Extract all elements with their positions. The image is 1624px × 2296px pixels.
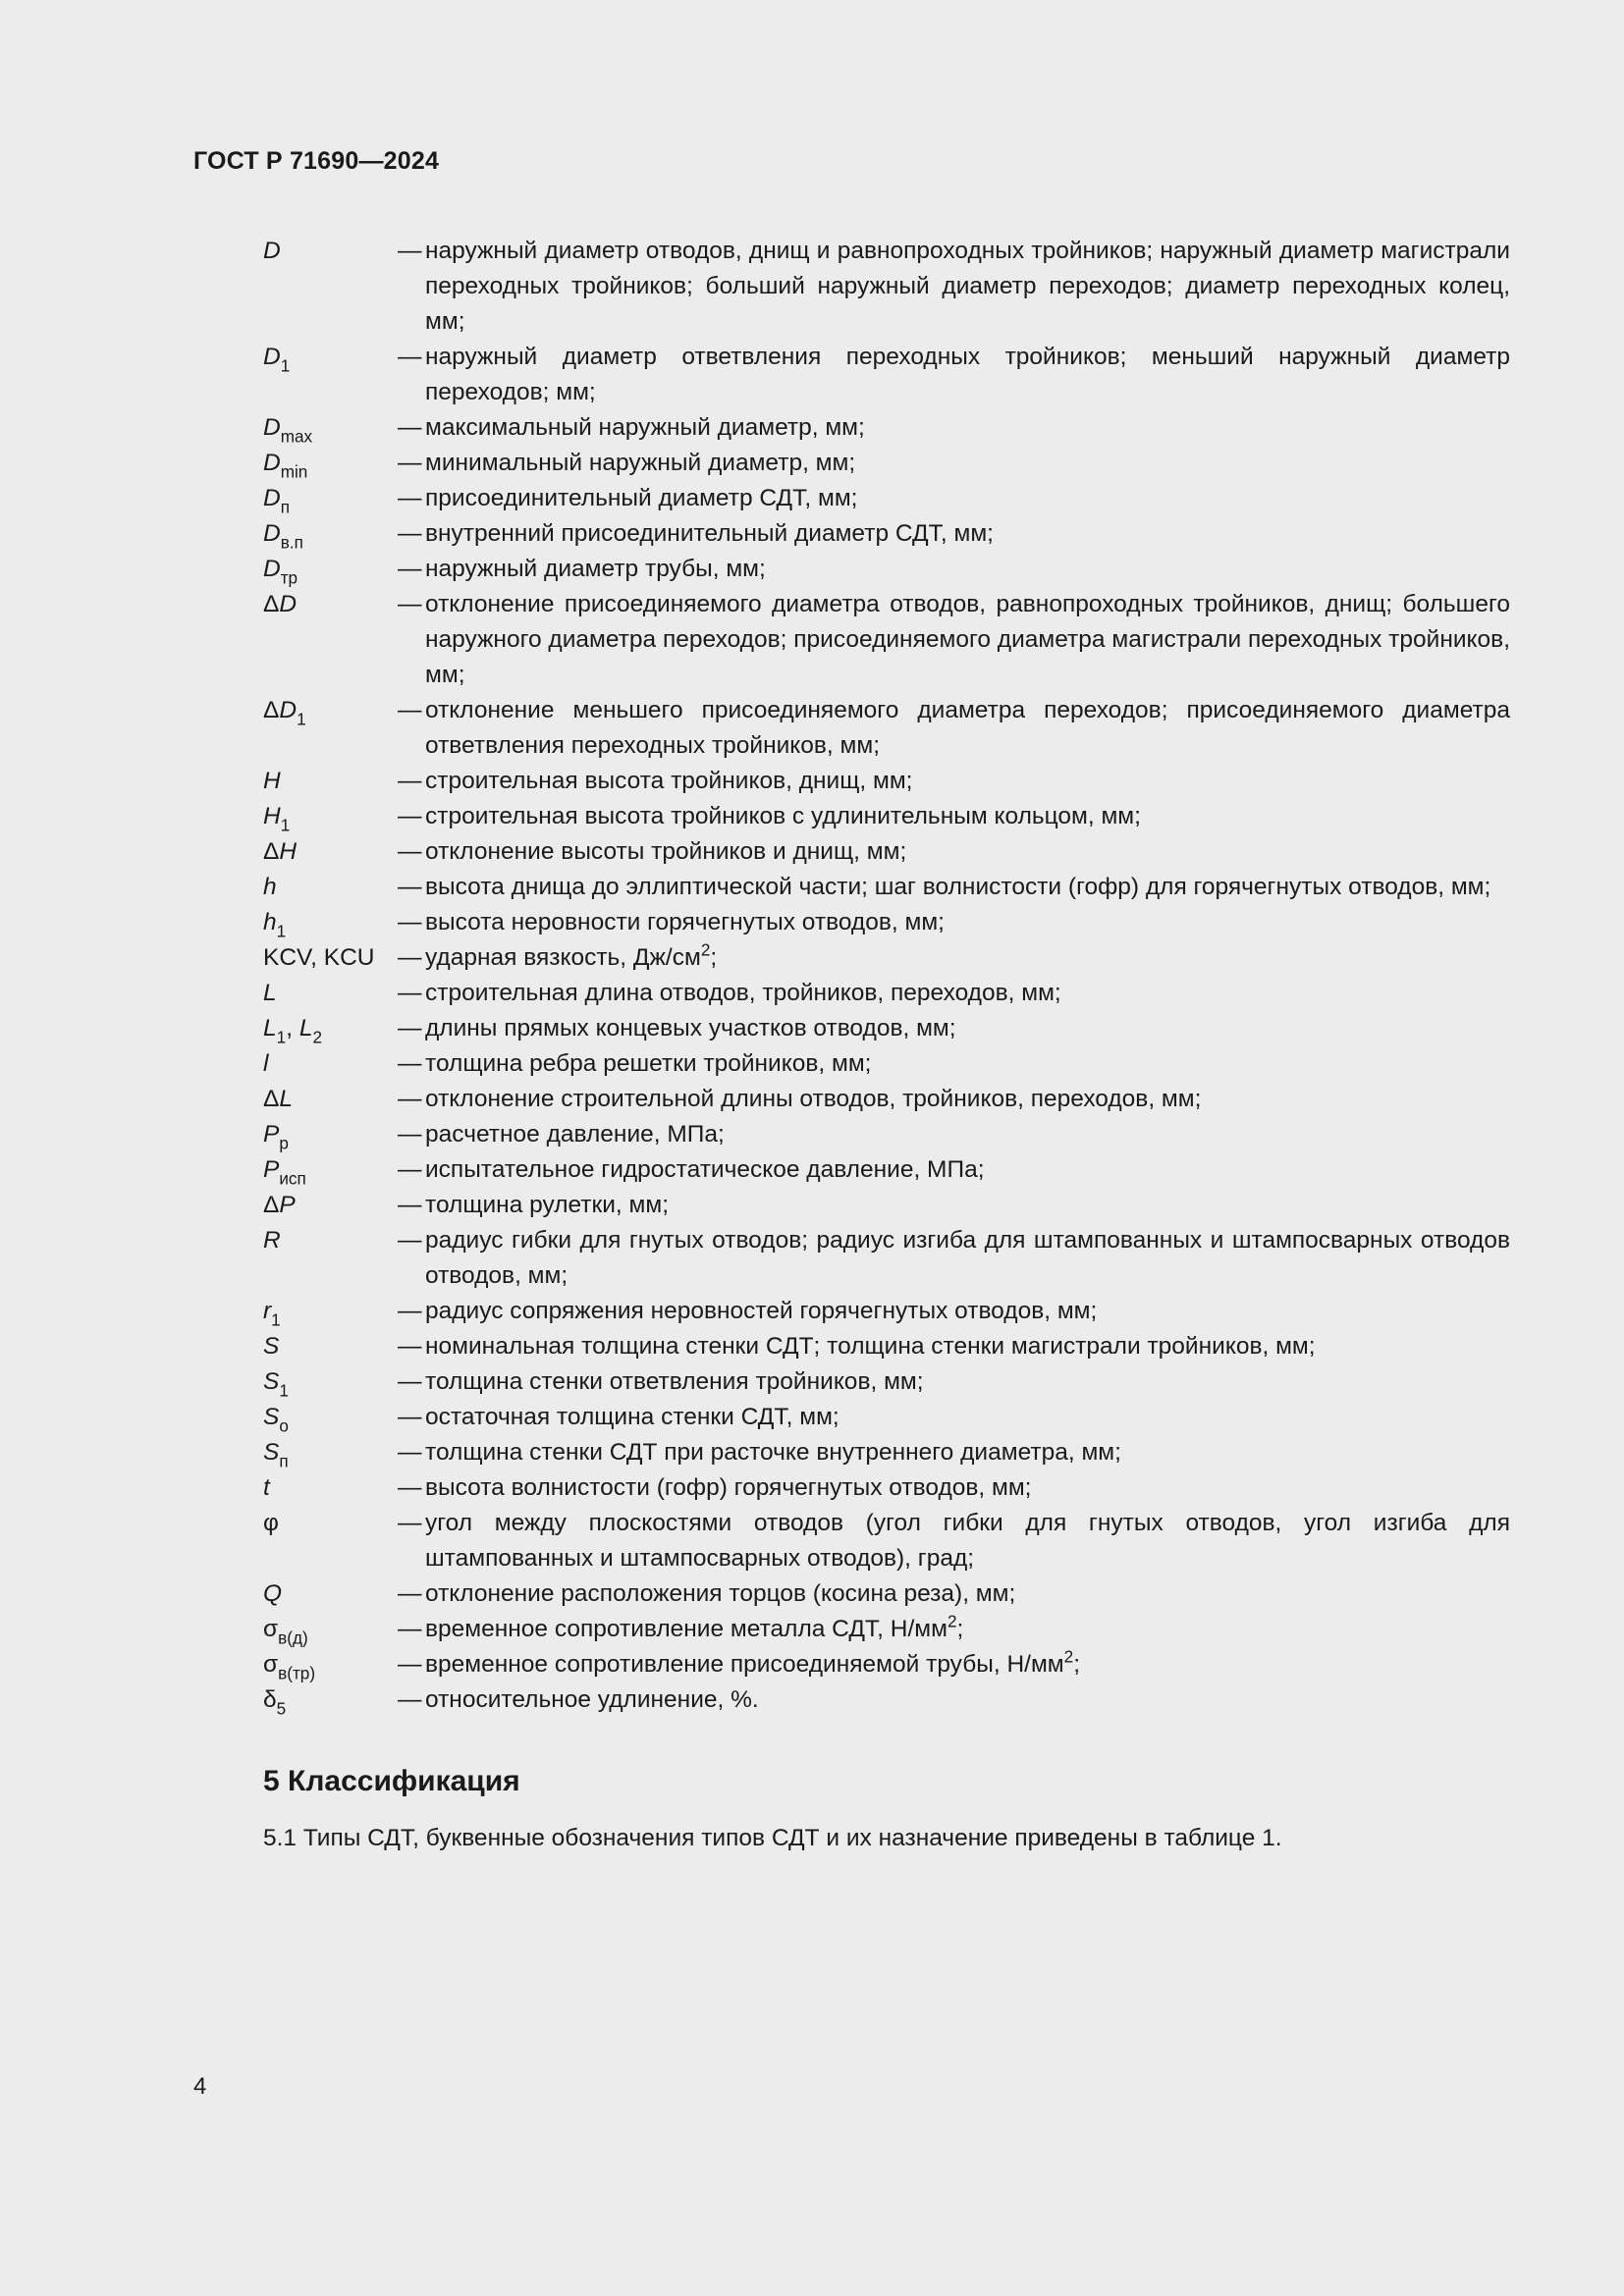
definition-row: [263, 587, 1510, 693]
definition-row: [263, 481, 1510, 516]
definition-dash: —: [398, 1227, 422, 1254]
definition-dash: —: [398, 697, 422, 723]
definition-text: внутренний присоединительный диаметр СДТ, мм;: [425, 520, 994, 547]
definition-dash: —: [398, 1121, 422, 1148]
definition-symbol: φ: [263, 1510, 279, 1536]
definition-text: угол между плоскостями отводов (угол гибки для гнутых отводов, угол изгиба для штампованных и штампосварных отводов), град;: [425, 1510, 1510, 1572]
definition-row: [263, 1046, 1510, 1082]
definition-row: [263, 340, 1510, 410]
definition-text: толщина стенки ответвления тройников, мм;: [425, 1368, 924, 1395]
definition-row: [263, 1576, 1510, 1612]
definition-dash: —: [398, 768, 422, 794]
definition-dash: —: [398, 238, 422, 264]
page-number: 4: [193, 2073, 207, 2100]
definition-dash: —: [398, 1616, 422, 1642]
definition-text: расчетное давление, МПа;: [425, 1121, 725, 1148]
definition-symbol: t: [263, 1474, 270, 1501]
definition-dash: —: [398, 591, 422, 617]
definition-symbol: H: [263, 768, 281, 794]
definition-dash: —: [398, 1156, 422, 1183]
definition-text: относительное удлинение, %.: [425, 1686, 759, 1713]
definition-text: радиус сопряжения неровностей горячегнутых отводов, мм;: [425, 1298, 1098, 1324]
definition-symbol: R: [263, 1227, 281, 1254]
document-code-header: ГОСТ Р 71690—2024: [193, 147, 440, 175]
definition-dash: —: [398, 1651, 422, 1678]
definition-row: [263, 834, 1510, 870]
definition-symbol: $H_1$: [263, 803, 291, 835]
definition-symbol: $\sigma_{в(д)}$: [263, 1616, 308, 1648]
definition-text: длины прямых концевых участков отводов, мм;: [425, 1015, 956, 1041]
definition-row: [263, 1011, 1510, 1046]
definition-dash: —: [398, 1050, 422, 1077]
definition-text: толщина стенки СДТ при расточке внутреннего диаметра, мм;: [425, 1439, 1121, 1466]
definition-dash: —: [398, 485, 422, 511]
definition-row: [263, 1329, 1510, 1364]
definition-row: [263, 1506, 1510, 1576]
definition-symbol: $S_1$: [263, 1368, 289, 1401]
definition-symbol: $S_п$: [263, 1439, 289, 1471]
definition-dash: —: [398, 1404, 422, 1430]
definition-row: [263, 1188, 1510, 1223]
definition-row: [263, 1435, 1510, 1470]
definition-symbol: ΔP: [263, 1192, 296, 1218]
definition-row: [263, 1647, 1510, 1682]
definition-text: ударная вязкость, $Дж/см^2$;: [425, 939, 718, 971]
definition-text: номинальная толщина стенки СДТ; толщина стенки магистрали тройников, мм;: [425, 1333, 1316, 1360]
definition-text: радиус гибки для гнутых отводов; радиус изгиба для штампованных и штампосварных отводов отводов, мм;: [425, 1227, 1510, 1289]
definition-text: отклонение высоты тройников и днищ, мм;: [425, 838, 907, 865]
definition-row: [263, 1223, 1510, 1294]
definition-row: [263, 905, 1510, 940]
definition-row: [263, 1364, 1510, 1400]
definition-symbol: $L_1$, $L_2$: [263, 1015, 322, 1047]
definition-dash: —: [398, 1298, 422, 1324]
definition-dash: —: [398, 1333, 422, 1360]
definition-text: толщина рулетки, мм;: [425, 1192, 670, 1218]
definition-text: временное сопротивление металла СДТ, $Н/мм^2$;: [425, 1611, 964, 1642]
definition-dash: —: [398, 1580, 422, 1607]
definition-row: [263, 1400, 1510, 1435]
definition-text: строительная длина отводов, тройников, переходов, мм;: [425, 980, 1061, 1006]
definition-text: максимальный наружный диаметр, мм;: [425, 414, 865, 441]
definition-row: [263, 940, 1510, 976]
definition-row: [263, 799, 1510, 834]
definition-symbol: S: [263, 1333, 280, 1360]
definition-row: [263, 446, 1510, 481]
definition-row: [263, 693, 1510, 764]
definition-row: [263, 1294, 1510, 1329]
definition-text: отклонение расположения торцов (косина реза), мм;: [425, 1580, 1016, 1607]
definition-dash: —: [398, 556, 422, 582]
definition-dash: —: [398, 1510, 422, 1536]
definition-symbol: $D_1$: [263, 344, 291, 376]
definition-row: [263, 552, 1510, 587]
definition-row: [263, 516, 1510, 552]
definition-row: [263, 870, 1510, 905]
definition-row: [263, 1470, 1510, 1506]
definition-dash: —: [398, 1439, 422, 1466]
definition-symbol: D: [263, 238, 281, 264]
definition-symbol: $\sigma_{в(тр)}$: [263, 1651, 316, 1683]
definition-row: [263, 410, 1510, 446]
definition-symbol: ΔL: [263, 1086, 294, 1112]
definition-text: отклонение присоединяемого диаметра отводов, равнопроходных тройников, днищ; большего наружного диаметра переходов; присоединяемого диаметра магистрали переходных тройников, мм;: [425, 591, 1510, 688]
definition-text: наружный диаметр ответвления переходных тройников; меньший наружный диаметр переходов; мм;: [425, 344, 1510, 405]
definition-text: высота волнистости (гофр) горячегнутых отводов, мм;: [425, 1474, 1032, 1501]
definition-symbol: $r_1$: [263, 1298, 281, 1330]
definition-symbol: $\Delta D_1$: [263, 697, 306, 729]
definition-symbol: KCV, KCU: [263, 944, 375, 971]
definition-dash: —: [398, 450, 422, 476]
definition-symbol: h: [263, 874, 277, 900]
definition-text: строительная высота тройников, днищ, мм;: [425, 768, 913, 794]
definition-dash: —: [398, 1474, 422, 1501]
definition-text: отклонение меньшего присоединяемого диаметра переходов; присоединяемого диаметра ответвления переходных тройников, мм;: [425, 697, 1510, 759]
symbols-definitions-list: [263, 234, 1510, 1718]
definition-symbol: ΔH: [263, 838, 298, 865]
section-title: 5 Классификация: [263, 1765, 520, 1797]
definition-text: временное сопротивление присоединяемой трубы, $Н/мм^2$;: [425, 1646, 1080, 1678]
definition-symbol: $D_п$: [263, 485, 290, 517]
definition-symbol: $S_о$: [263, 1404, 289, 1436]
definition-row: [263, 1682, 1510, 1718]
definition-row: [263, 976, 1510, 1011]
section-paragraph: 5.1 Типы СДТ, буквенные обозначения типов СДТ и их назначение приведены в таблице 1.: [263, 1825, 1282, 1851]
definition-dash: —: [398, 980, 422, 1006]
definition-dash: —: [398, 344, 422, 370]
definition-text: присоединительный диаметр СДТ, мм;: [425, 485, 858, 511]
definition-row: [263, 1082, 1510, 1117]
definition-symbol: $P_р$: [263, 1121, 289, 1153]
definition-symbol: Q: [263, 1580, 283, 1607]
definition-dash: —: [398, 1192, 422, 1218]
definition-text: высота днища до эллиптической части; шаг волнистости (гофр) для горячегнутых отводов, мм;: [425, 874, 1491, 900]
definition-row: [263, 1152, 1510, 1188]
definition-text: остаточная толщина стенки СДТ, мм;: [425, 1404, 839, 1430]
definition-symbol: $h_1$: [263, 909, 287, 941]
definition-dash: —: [398, 1015, 422, 1041]
definition-dash: —: [398, 1086, 422, 1112]
definition-dash: —: [398, 909, 422, 935]
definition-row: [263, 1117, 1510, 1152]
definition-symbol: L: [263, 980, 277, 1006]
definition-text: высота неровности горячегнутых отводов, мм;: [425, 909, 945, 935]
definition-symbol: ΔD: [263, 591, 298, 617]
definition-row: [263, 1612, 1510, 1647]
definition-dash: —: [398, 520, 422, 547]
definition-row: [263, 234, 1510, 340]
definition-dash: —: [398, 1368, 422, 1395]
definition-text: наружный диаметр трубы, мм;: [425, 556, 766, 582]
definition-text: строительная высота тройников с удлинительным кольцом, мм;: [425, 803, 1141, 829]
definition-dash: —: [398, 944, 422, 971]
definition-symbol: $P_{исп}$: [263, 1156, 306, 1189]
definition-text: отклонение строительной длины отводов, тройников, переходов, мм;: [425, 1086, 1202, 1112]
definition-symbol: $D_{в.п}$: [263, 520, 303, 553]
definition-symbol: $D_{min}$: [263, 450, 308, 482]
definition-symbol: $\delta_5$: [263, 1686, 287, 1719]
definition-text: толщина ребра решетки тройников, мм;: [425, 1050, 872, 1077]
definition-dash: —: [398, 414, 422, 441]
definition-text: испытательное гидростатическое давление, МПа;: [425, 1156, 985, 1183]
definition-dash: —: [398, 838, 422, 865]
definition-dash: —: [398, 874, 422, 900]
definition-dash: —: [398, 1686, 422, 1713]
definition-text: минимальный наружный диаметр, мм;: [425, 450, 856, 476]
definition-symbol: $D_{max}$: [263, 414, 313, 447]
definition-symbol: l: [263, 1050, 269, 1077]
definition-row: [263, 764, 1510, 799]
definition-text: наружный диаметр отводов, днищ и равнопроходных тройников; наружный диаметр магистрали переходных тройников; больший наружный диаметр переходов; диаметр переходных колец, мм;: [425, 238, 1510, 335]
definition-dash: —: [398, 803, 422, 829]
definition-symbol: $D_{тр}$: [263, 556, 298, 588]
